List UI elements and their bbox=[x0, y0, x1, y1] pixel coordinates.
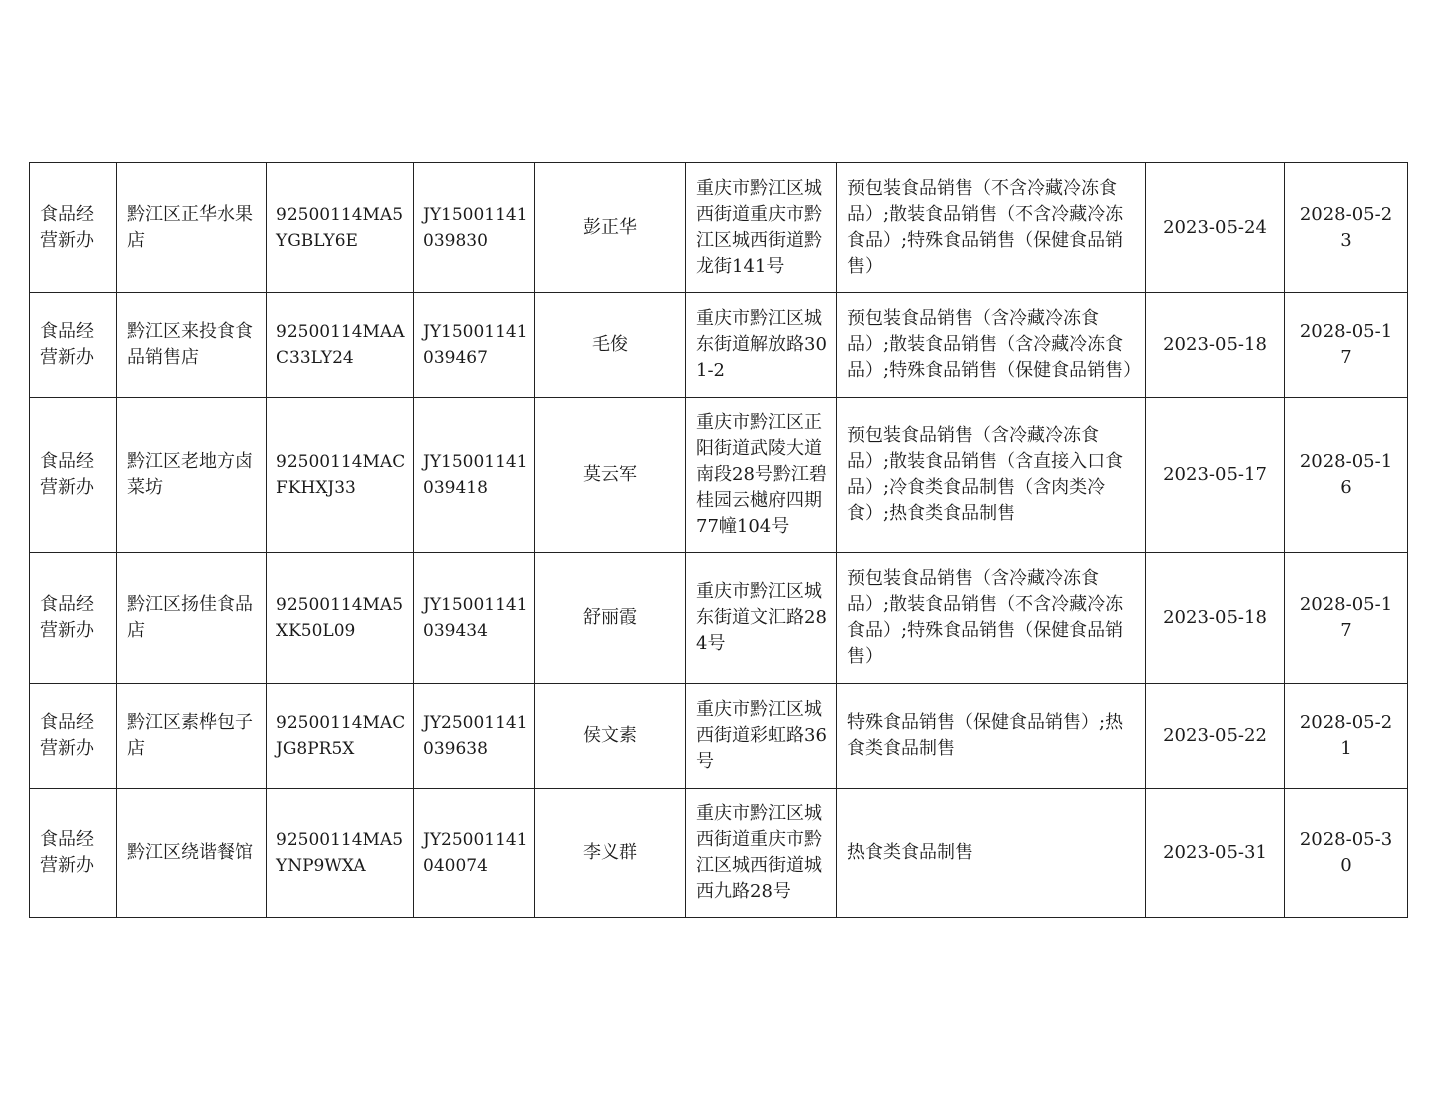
address-cell: 重庆市黔江区城西街道重庆市黔江区城西街道黔龙街141号 bbox=[686, 163, 837, 293]
credit-code-cell: 92500114MACJG8PR5X bbox=[267, 684, 414, 789]
credit-code-cell: 92500114MA5YGBLY6E bbox=[267, 163, 414, 293]
issue-date-cell: 2023-05-18 bbox=[1146, 553, 1285, 684]
expiry-date-cell: 2028-05-16 bbox=[1285, 398, 1408, 553]
expiry-date-cell: 2028-05-23 bbox=[1285, 163, 1408, 293]
legal-person-cell: 侯文素 bbox=[535, 684, 686, 789]
credit-code-cell: 92500114MA5XK50L09 bbox=[267, 553, 414, 684]
business-scope-cell: 预包装食品销售（含冷藏冷冻食品）;散装食品销售（含冷藏冷冻食品）;特殊食品销售（保健食品销售） bbox=[837, 293, 1146, 398]
table-row bbox=[30, 789, 1408, 918]
business-name-cell: 黔江区素桦包子店 bbox=[117, 684, 267, 789]
license-number-cell: JY15001141039418 bbox=[414, 398, 535, 553]
license-records-table bbox=[29, 162, 1408, 918]
expiry-date-cell: 2028-05-21 bbox=[1285, 684, 1408, 789]
credit-code-cell: 92500114MA5YNP9WXA bbox=[267, 789, 414, 918]
permit-type-cell: 食品经营新办 bbox=[30, 684, 117, 789]
business-name-cell: 黔江区扬佳食品店 bbox=[117, 553, 267, 684]
legal-person-cell: 舒丽霞 bbox=[535, 553, 686, 684]
table-row bbox=[30, 398, 1408, 553]
permit-type-cell: 食品经营新办 bbox=[30, 163, 117, 293]
license-number-cell: JY25001141039638 bbox=[414, 684, 535, 789]
address-cell: 重庆市黔江区城东街道文汇路284号 bbox=[686, 553, 837, 684]
legal-person-cell: 李义群 bbox=[535, 789, 686, 918]
issue-date-cell: 2023-05-18 bbox=[1146, 293, 1285, 398]
issue-date-cell: 2023-05-31 bbox=[1146, 789, 1285, 918]
address-cell: 重庆市黔江区正阳街道武陵大道南段28号黔江碧桂园云樾府四期77幢104号 bbox=[686, 398, 837, 553]
credit-code-cell: 92500114MACFKHXJ33 bbox=[267, 398, 414, 553]
license-number-cell: JY25001141040074 bbox=[414, 789, 535, 918]
business-scope-cell: 特殊食品销售（保健食品销售）;热食类食品制售 bbox=[837, 684, 1146, 789]
license-number-cell: JY15001141039467 bbox=[414, 293, 535, 398]
permit-type-cell: 食品经营新办 bbox=[30, 398, 117, 553]
table-row bbox=[30, 163, 1408, 293]
expiry-date-cell: 2028-05-30 bbox=[1285, 789, 1408, 918]
issue-date-cell: 2023-05-24 bbox=[1146, 163, 1285, 293]
license-number-cell: JY15001141039434 bbox=[414, 553, 535, 684]
permit-type-cell: 食品经营新办 bbox=[30, 553, 117, 684]
credit-code-cell: 92500114MAAC33LY24 bbox=[267, 293, 414, 398]
legal-person-cell: 毛俊 bbox=[535, 293, 686, 398]
issue-date-cell: 2023-05-22 bbox=[1146, 684, 1285, 789]
business-scope-cell: 预包装食品销售（含冷藏冷冻食品）;散装食品销售（含直接入口食品）;冷食类食品制售（含肉类冷食）;热食类食品制售 bbox=[837, 398, 1146, 553]
legal-person-cell: 莫云军 bbox=[535, 398, 686, 553]
address-cell: 重庆市黔江区城西街道彩虹路36号 bbox=[686, 684, 837, 789]
table-row bbox=[30, 553, 1408, 684]
business-name-cell: 黔江区老地方卤菜坊 bbox=[117, 398, 267, 553]
permit-type-cell: 食品经营新办 bbox=[30, 789, 117, 918]
business-scope-cell: 热食类食品制售 bbox=[837, 789, 1146, 918]
business-scope-cell: 预包装食品销售（含冷藏冷冻食品）;散装食品销售（不含冷藏冷冻食品）;特殊食品销售（保健食品销售） bbox=[837, 553, 1146, 684]
issue-date-cell: 2023-05-17 bbox=[1146, 398, 1285, 553]
table-row bbox=[30, 684, 1408, 789]
business-name-cell: 黔江区正华水果店 bbox=[117, 163, 267, 293]
permit-type-cell: 食品经营新办 bbox=[30, 293, 117, 398]
business-name-cell: 黔江区来投食食品销售店 bbox=[117, 293, 267, 398]
legal-person-cell: 彭正华 bbox=[535, 163, 686, 293]
address-cell: 重庆市黔江区城西街道重庆市黔江区城西街道城西九路28号 bbox=[686, 789, 837, 918]
license-number-cell: JY15001141039830 bbox=[414, 163, 535, 293]
address-cell: 重庆市黔江区城东街道解放路301-2 bbox=[686, 293, 837, 398]
table-row bbox=[30, 293, 1408, 398]
expiry-date-cell: 2028-05-17 bbox=[1285, 293, 1408, 398]
expiry-date-cell: 2028-05-17 bbox=[1285, 553, 1408, 684]
business-name-cell: 黔江区绕谐餐馆 bbox=[117, 789, 267, 918]
business-scope-cell: 预包装食品销售（不含冷藏冷冻食品）;散装食品销售（不含冷藏冷冻食品）;特殊食品销售（保健食品销售） bbox=[837, 163, 1146, 293]
